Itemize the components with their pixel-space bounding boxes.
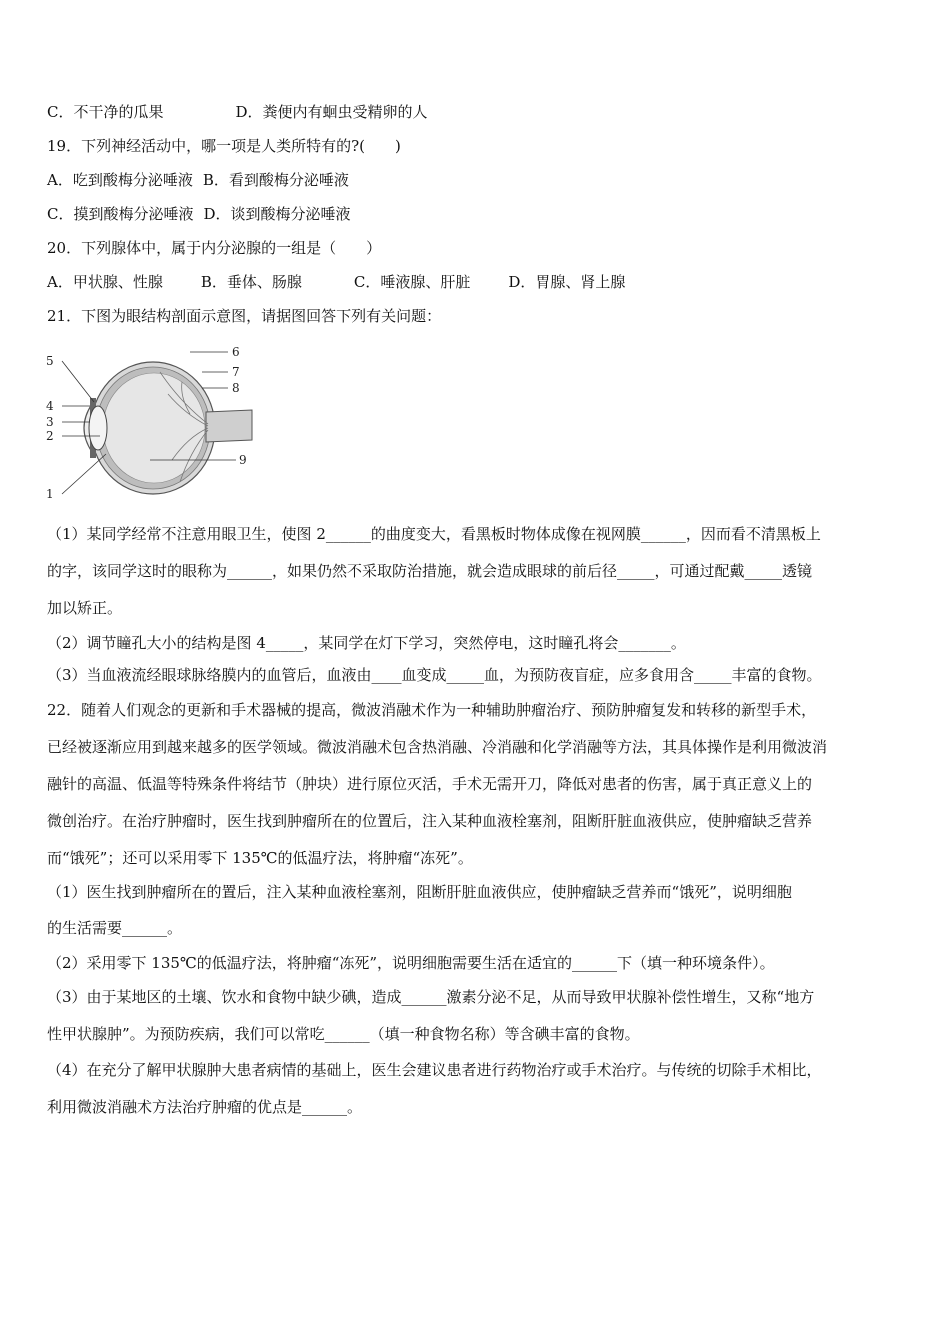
q20-option-c: C．唾液腺、肝脏 — [353, 273, 471, 291]
q22-part1-line1: （1）医生找到肿瘤所在的置后，注入某种血液栓塞剂，阻断肝脏血液供应，使肿瘤缺乏营养而“饿死”，说明细胞 — [47, 883, 792, 901]
q19-option-d: D．谈到酸梅分泌唾液 — [203, 205, 351, 223]
optic-nerve — [206, 410, 252, 442]
q18-options — [47, 102, 428, 122]
q22-stem-line3: 融针的高温、低温等特殊条件将结节（肿块）进行原位灭活，手术无需开刀，降低对患者的伤害，属于真正意义上的 — [47, 775, 813, 793]
q21-part1-line2: 的字，该同学这时的眼称为______，如果仍然不采取防治措施，就会造成眼球的前后径_____，可通过配戴_____透镜 — [47, 562, 813, 580]
label-4: 4 — [46, 399, 54, 413]
label-7: 7 — [232, 365, 240, 379]
q21-stem: 21．下图为眼结构剖面示意图，请据图回答下列有关问题： — [47, 307, 442, 325]
q19-option-c: C．摸到酸梅分泌唾液 — [47, 205, 194, 223]
q22-stem-line1: 22．随着人们观念的更新和手术器械的提高，微波消融术作为一种辅助肿瘤治疗、预防肿瘤复发和转移的新型手术， — [47, 701, 817, 719]
label-1: 1 — [46, 487, 54, 501]
lens — [89, 406, 107, 450]
q19-option-b: B．看到酸梅分泌唾液 — [202, 171, 349, 189]
q20-options — [47, 272, 625, 292]
q19-options-ab — [47, 170, 349, 190]
q20-stem: 20．下列腺体中，属于内分泌腺的一组是（ ） — [47, 239, 382, 257]
label-2: 2 — [46, 429, 54, 443]
q22-part1-line2: 的生活需要______。 — [47, 919, 183, 937]
q20-option-d: D．胃腺、肾上腺 — [508, 273, 626, 291]
q22-stem-line4: 微创治疗。在治疗肿瘤时，医生找到肿瘤所在的位置后，注入某种血液栓塞剂，阻断肝脏血液供应，使肿瘤缺乏营养 — [47, 812, 813, 830]
q22-stem-line5: 而“饿死”；还可以采用零下 135℃的低温疗法，将肿瘤“冻死”。 — [47, 849, 473, 867]
q18-option-c: C．不干净的瓜果 — [47, 103, 164, 121]
q19-option-a: A．吃到酸梅分泌唾液 — [47, 171, 193, 189]
label-3: 3 — [46, 415, 54, 429]
q20-option-a: A．甲状腺、性腺 — [47, 273, 163, 291]
q21-part2: （2）调节瞳孔大小的结构是图 4_____，某同学在灯下学习，突然停电，这时瞳孔将会_______。 — [47, 634, 686, 652]
label-6: 6 — [232, 345, 240, 359]
label-5: 5 — [46, 354, 54, 368]
q22-stem-line2: 已经被逐渐应用到越来越多的医学领域。微波消融术包含热消融、冷消融和化学消融等方法，其具体操作是利用微波消 — [47, 738, 828, 756]
q21-part1-line3: 加以矫正。 — [47, 599, 123, 617]
q22-part2: （2）采用零下 135℃的低温疗法，将肿瘤“冻死”，说明细胞需要生活在适宜的______下（填一种环境条件）。 — [47, 954, 775, 972]
q21-part3: （3）当血液流经眼球脉络膜内的血管后，血液由____血变成_____血，为预防夜盲症，应多食用含_____丰富的食物。 — [47, 666, 822, 684]
q22-part3-line2: 性甲状腺肿”。为预防疾病，我们可以常吃______（填一种食物名称）等含碘丰富的食物。 — [47, 1025, 640, 1043]
eye-structure-diagram — [40, 342, 270, 504]
q22-part3-line1: （3）由于某地区的土壤、饮水和食物中缺少碘，造成______激素分泌不足，从而导致甲状腺补偿性增生，又称“地方 — [47, 988, 815, 1006]
eyeball-inner — [103, 373, 205, 483]
q20-option-b: B．垂体、肠腺 — [200, 273, 302, 291]
q21-part1-line1: （1）某同学经常不注意用眼卫生，使图 2______的曲度变大，看黑板时物体成像在视网膜______，因而看不清黑板上 — [47, 525, 821, 543]
q22-part4-line1: （4）在充分了解甲状腺肿大患者病情的基础上，医生会建议患者进行药物治疗或手术治疗。与传统的切除手术相比， — [47, 1061, 822, 1079]
q19-options-cd — [47, 204, 351, 224]
q19-stem: 19．下列神经活动中，哪一项是人类所特有的?( ) — [47, 137, 401, 155]
q22-part4-line2: 利用微波消融术方法治疗肿瘤的优点是______。 — [47, 1098, 363, 1116]
label-9: 9 — [239, 453, 247, 467]
q18-option-d: D．粪便内有蛔虫受精卵的人 — [235, 103, 428, 121]
label-8: 8 — [232, 381, 240, 395]
